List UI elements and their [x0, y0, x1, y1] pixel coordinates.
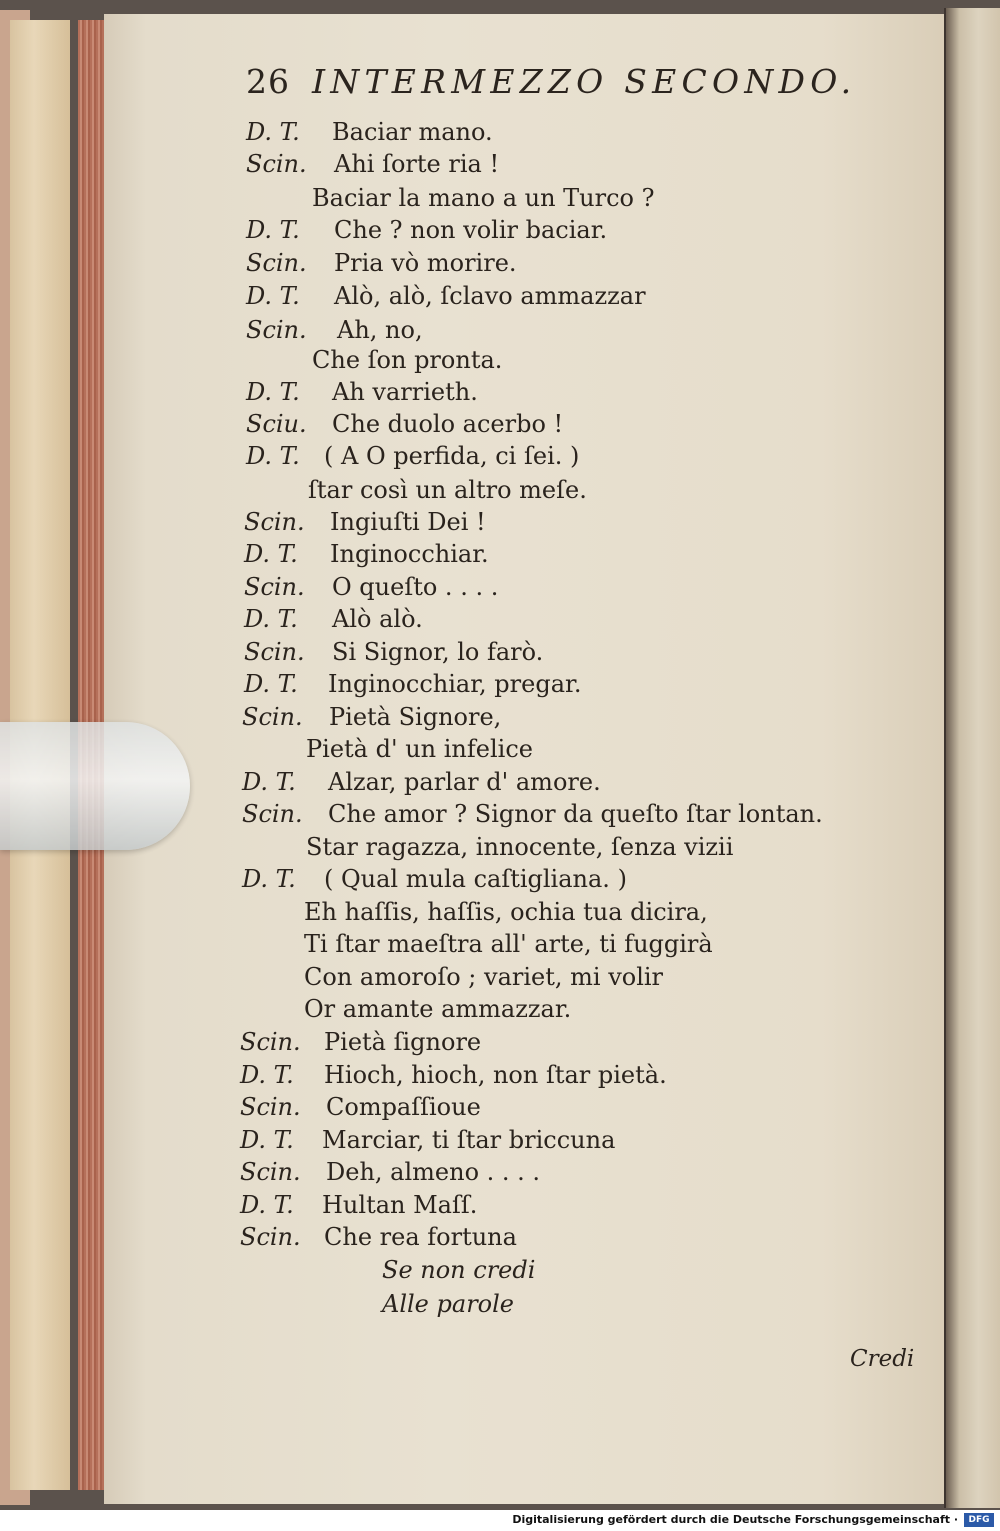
speaker-label: Scin. — [242, 703, 303, 731]
speaker-label: D. T. — [242, 865, 296, 893]
speaker-label: D. T. — [244, 540, 298, 568]
speaker-label: D. T. — [244, 605, 298, 633]
page-number: 26 — [246, 62, 290, 101]
verse-text: Baciar mano. — [332, 118, 493, 146]
speaker-label: D. T. — [240, 1126, 294, 1154]
verse-text: Che amor ? Signor da queſto ſtar lontan. — [328, 800, 823, 828]
verse-text: ſtar così un altro meſe. — [308, 476, 587, 504]
verse-text: Inginocchiar, pregar. — [328, 670, 582, 698]
verse-text: Che rea fortuna — [324, 1223, 517, 1251]
verse-text: Pietà Signore, — [329, 703, 502, 731]
speaker-label: Scin. — [244, 508, 305, 536]
digitization-footer — [0, 1510, 1000, 1531]
aria-line: Se non credi — [382, 1256, 536, 1284]
verse-text: Star ragazza, innocente, ſenza vizii — [306, 833, 734, 861]
verse-text: Con amoroſo ; variet, mi volir — [304, 963, 664, 991]
verse-text: Pietà d' un infelice — [306, 735, 533, 763]
verse-text: Hioch, hioch, non ſtar pietà. — [324, 1061, 667, 1089]
speaker-label: D. T. — [246, 282, 300, 310]
speaker-label: Scin. — [240, 1158, 301, 1186]
facing-page-edge — [946, 8, 1000, 1508]
speaker-label: D. T. — [244, 670, 298, 698]
verse-text: Alò alò. — [332, 605, 423, 633]
verse-text: Inginocchiar. — [330, 540, 489, 568]
verse-text: Ingiuſti Dei ! — [330, 508, 486, 536]
verse-text: Alzar, parlar d' amore. — [328, 768, 601, 796]
verse-text: ( Qual mula caſtigliana. ) — [324, 865, 627, 893]
page-holder-flag — [0, 722, 190, 850]
speaker-label: Scin. — [246, 249, 307, 277]
speaker-label: Scin. — [244, 573, 305, 601]
verse-text: ( A O perfida, ci ſei. ) — [324, 442, 580, 470]
catchword: Credi — [850, 1346, 915, 1372]
verse-text: Ah varrieth. — [332, 378, 478, 406]
speaker-label: D. T. — [240, 1061, 294, 1089]
verse-text: Marciar, ti ſtar briccuna — [322, 1126, 616, 1154]
speaker-label: Scin. — [242, 800, 303, 828]
verse-text: Che ? non volir baciar. — [334, 216, 608, 244]
speaker-label: D. T. — [246, 216, 300, 244]
verse-text: Or amante ammazzar. — [304, 995, 572, 1023]
verse-text: Pria vò morire. — [334, 249, 517, 277]
speaker-label: Scin. — [246, 316, 307, 344]
speaker-label: D. T. — [246, 442, 300, 470]
verse-text: Ahi ſorte ria ! — [334, 150, 500, 178]
verse-text: Baciar la mano a un Turco ? — [312, 184, 655, 212]
verse-text: O queſto . . . . — [332, 573, 499, 601]
verse-text: Pietà ſignore — [324, 1028, 482, 1056]
speaker-label: Scin. — [240, 1093, 301, 1121]
verse-text: Alò, alò, ſclavo ammazzar — [334, 282, 646, 310]
dfg-logo: DFG — [964, 1513, 994, 1527]
verse-text: Deh, almeno . . . . — [326, 1158, 541, 1186]
speaker-label: D. T. — [246, 118, 300, 146]
speaker-label: Sciu. — [246, 410, 307, 438]
verse-text: Ti ſtar maeſtra all' arte, ti fuggirà — [304, 930, 713, 958]
speaker-label: D. T. — [242, 768, 296, 796]
speaker-label: Scin. — [240, 1028, 301, 1056]
running-title: INTERMEZZO SECONDO. — [312, 62, 857, 101]
speaker-label: Scin. — [246, 150, 307, 178]
verse-text: Che ſon pronta. — [312, 346, 503, 374]
speaker-label: D. T. — [240, 1191, 294, 1219]
speaker-label: D. T. — [246, 378, 300, 406]
verse-text: Hultan Maſſ. — [322, 1191, 478, 1219]
verse-text: Che duolo acerbo ! — [332, 410, 564, 438]
speaker-label: Scin. — [244, 638, 305, 666]
footer-credit: Digitalisierung gefördert durch die Deutsche Forschungsgemeinschaft · — [512, 1513, 958, 1526]
speaker-label: Scin. — [240, 1223, 301, 1251]
aria-line: Alle parole — [382, 1290, 514, 1318]
verse-text: Ah, no, — [337, 316, 423, 344]
verse-text: Compaſſioue — [326, 1093, 481, 1121]
verse-text: Eh haſſis, haſſis, ochia tua dicira, — [304, 898, 708, 926]
verse-text: Si Signor, lo farò. — [332, 638, 544, 666]
